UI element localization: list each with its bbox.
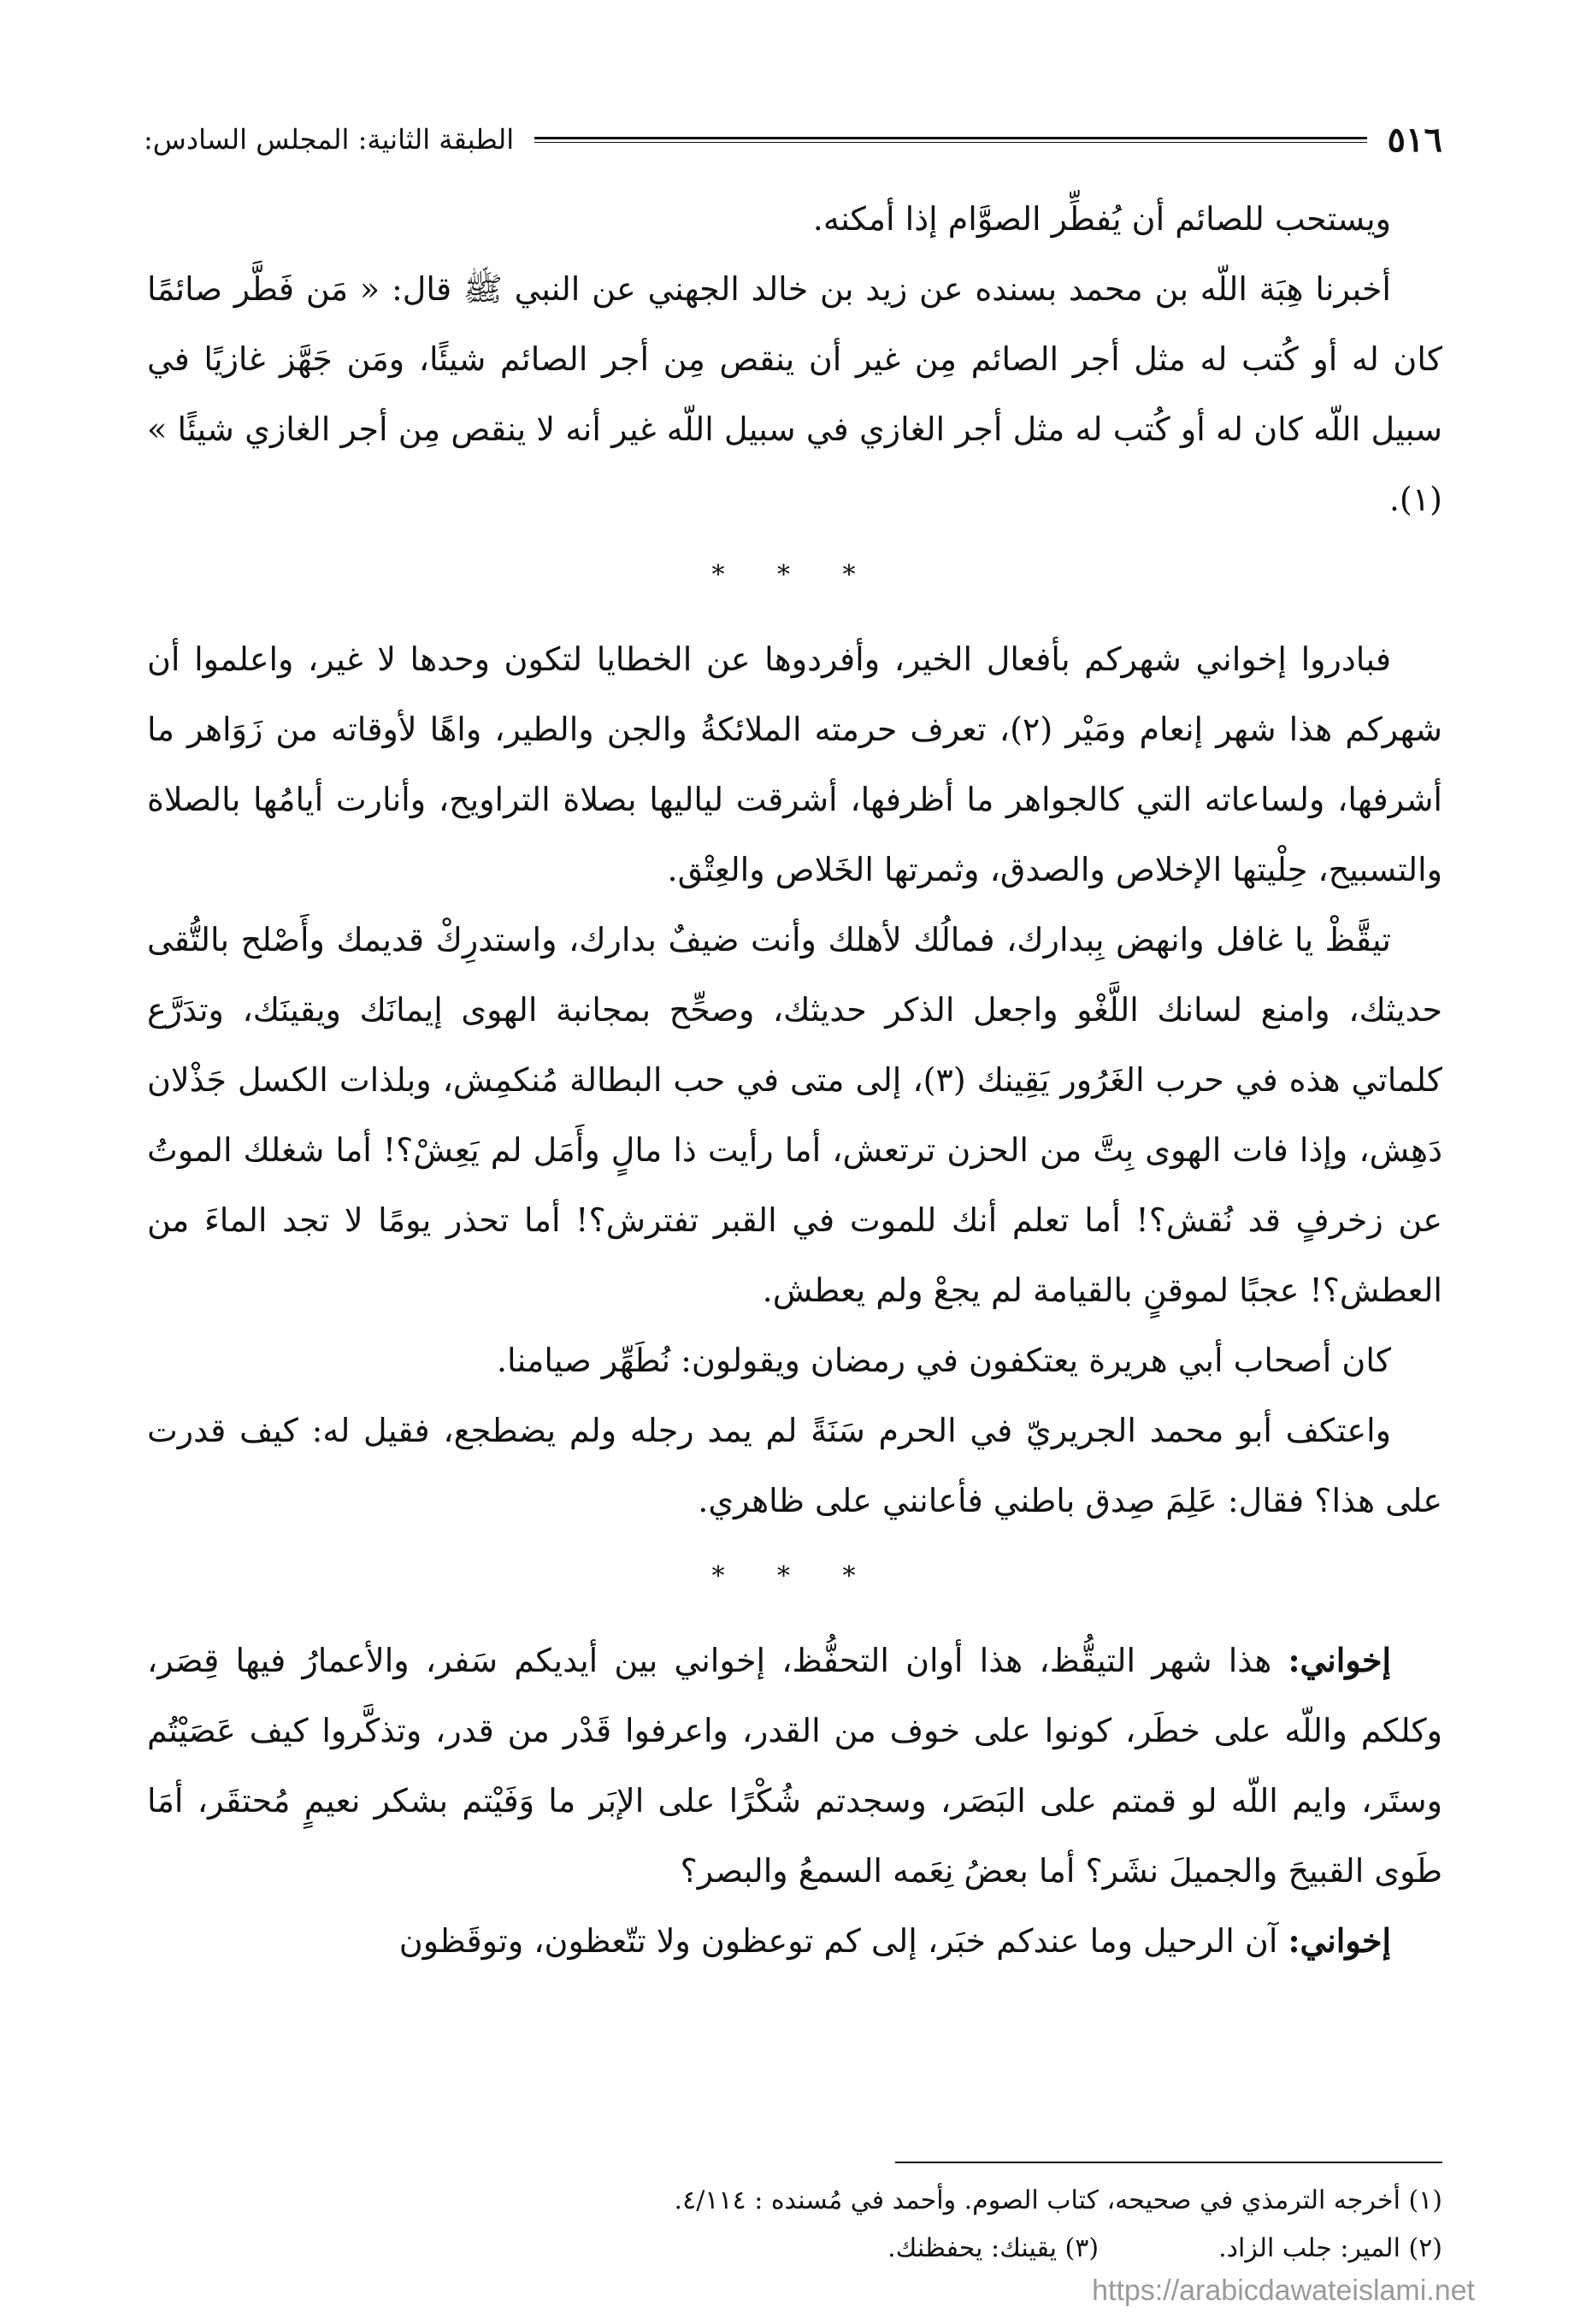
paragraph-4: تيقَّظْ يا غافل وانهض بِبدارك، فمالُك لأهلك وأنت ضيفٌ بدارك، واستدرِكْ قديمك وأَصْلح بالتُّقى حديثك، وامنع لسانك اللَّغْو واجعل الذكر حديثك، وصحِّح بمجانبة الهوى إيمانَك ويقينَك، وتدَرَّع كلماتي هذه في حرب الغَرُور يَقِينك (٣)، إلى متى في حب البطالة مُنكمِش، وبلذات الكسل جَذْلان دَهِش، وإذا فات الهوى بِتَّ من الحزن ترتعش، أما رأيت ذا مالٍ وأَمَل لم يَعِشْ؟! أما شغلك الموتُ عن زخرفٍ قد نُقش؟! أما تعلم أنك للموت في القبر تفترش؟! أما تحذر يومًا لا تجد الماءَ من العطش؟! عجبًا لموقنٍ بالقيامة لم يجعْ ولم يعطش. [147,921,1442,1309]
watermark-url: https://arabicdawateislami.net [1092,2274,1475,2307]
main-text [147,184,1442,1976]
section-separator-2: * * * [711,1561,878,1591]
paragraph-1: ويستحب للصائم أن يُفطِّر الصوَّام إذا أمكنه. [812,200,1391,238]
footnote-1: (١) أخرجه الترمذي في صحيحه، كتاب الصوم. وأحمد في مُسنده : ٤/١١٤. [674,2185,1442,2215]
footnote-rule [895,2162,1442,2163]
header-rule [534,137,1366,143]
running-header [144,118,1442,161]
paragraph-5: كان أصحاب أبي هريرة يعتكفون في رمضان ويقولون: نُطَهِّر صيامنا. [496,1342,1391,1379]
running-title: الطبقة الثانية: المجلس السادس: [144,123,515,156]
paragraph-8 [147,1906,1442,1976]
paragraph-2-hadith: أخبرنا هِبَة اللّه بن محمد بسنده عن زيد بن خالد الجهني عن النبي ﷺ قال: « مَن فَطَّر صائمًا كان له أو كُتب له مثل أجر الصائم مِن غير أن ينقص مِن أجر الصائم شيئًا، ومَن جَهَّز غازيًا في سبيل اللّه كان له أو كُتب له مثل أجر الغازي في سبيل اللّه غير أنه لا ينقص مِن أجر الغازي شيئًا » (١). [147,270,1442,518]
paragraph-7 [147,1625,1442,1906]
footnote-row-2 [147,2225,1442,2273]
footnote-2: (٢) المير: جلب الزاد. [1218,2233,1442,2263]
paragraph-8-text: آن الرحيل وما عندكم خبَر، إلى كم توعظون ولا تتّعظون، وتوقَظون [398,1922,1288,1960]
footnotes [147,2177,1442,2273]
section-separator-1: * * * [711,560,878,590]
paragraph-8-lead: إخواني: [1288,1921,1391,1960]
paragraph-3: فبادروا إخواني شهركم بأفعال الخير، وأفردوها عن الخطايا لتكون وحدها لا غير، واعلموا أن شهركم هذا شهر إنعام ومَيْر (٢)، تعرف حرمته الملائكةُ والجن والطير، واهًا لأوقاته من زَوَاهر ما أشرفها، ولساعاته التي كالجواهر ما أظرفها، أشرقت لياليها بصلاة التراويح، وأنارت أيامُها بالصلاة والتسبيح، حِلْيتها الإخلاص والصدق، وثمرتها الخَلاص والعِتْق. [147,640,1443,888]
paragraph-6: واعتكف أبو محمد الجريريّ في الحرم سَنَةً لم يمد رجله ولم يضطجع، فقيل له: كيف قدرت على هذا؟ فقال: عَلِمَ صِدق باطني فأعانني على ظاهري. [147,1412,1442,1519]
footnote-3: (٣) يقينك: يحفظنك. [887,2233,1100,2263]
paragraph-7-text: هذا شهر التيقُّظ، هذا أوان التحفُّظ، إخواني بين أيديكم سَفر، والأعمارُ فيها قِصَر، وكلكم واللّه على خطَر، كونوا على خوف من القدر، واعرفوا قَدْر من قدر، وتذكَّروا كيف عَصَيْتُم وستَر، وايم اللّه لو قمتم على البَصَر، وسجدتم شُكْرًا على الإبَر ما وَفَيْتم بشكر نعيمٍ مُحتقَر، أمَا طَوى القبيحَ والجميلَ نشَر؟ أما بعضُ نِعَمه السمعُ والبصر؟ [147,1642,1442,1890]
page-number: ٥١٦ [1387,119,1442,160]
paragraph-7-lead: إخواني: [1288,1641,1391,1679]
